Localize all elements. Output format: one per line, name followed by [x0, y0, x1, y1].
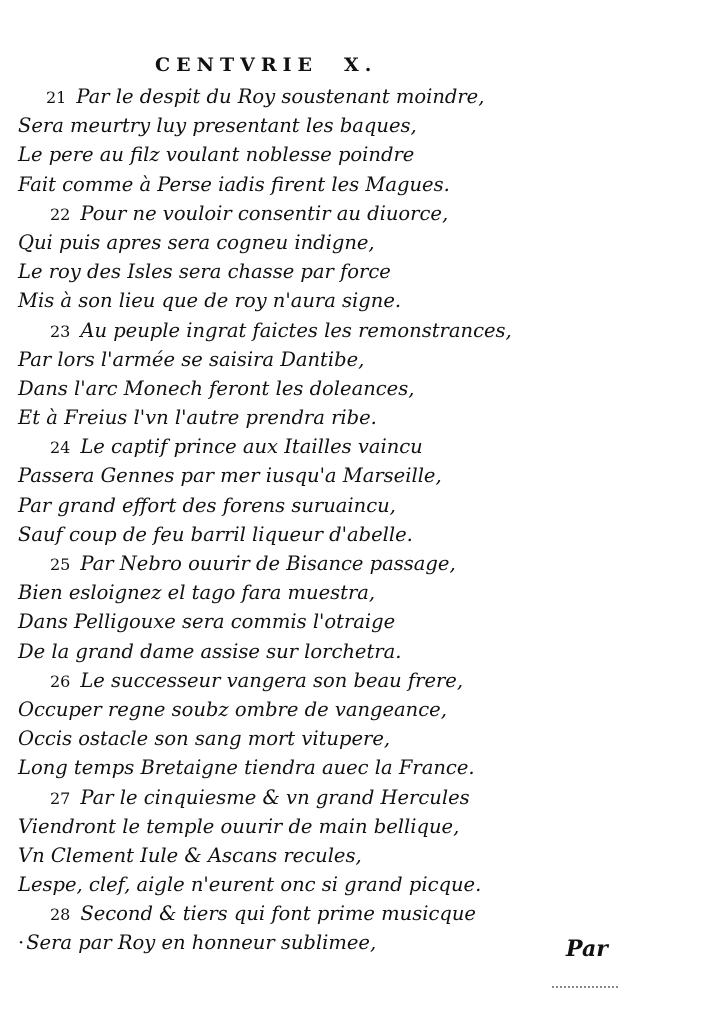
- verse-text: Le successeur vangera son beau frere,: [80, 668, 464, 692]
- quatrain-number: 24: [50, 438, 71, 458]
- quatrain-number: 26: [50, 671, 71, 691]
- quatrain-number: 27: [50, 788, 71, 808]
- verse-line: Et à Freius l'vn l'autre prendra ribe.: [18, 406, 377, 430]
- verse-line: Sauf coup de feu barril liqueur d'abelle.: [18, 522, 413, 546]
- verse-line: [18, 199, 698, 228]
- verse-line: Long temps Bretaigne tiendra auec la France.: [18, 756, 475, 780]
- verse-text: Pour ne vouloir consentir au diuorce,: [80, 201, 449, 225]
- verse-line: [18, 783, 698, 812]
- verse-line: Le pere au filz voulant noblesse poindre: [18, 143, 415, 167]
- quatrain-number: 21: [46, 88, 67, 107]
- verse-line: Par lors l'armée se saisira Dantibe,: [18, 347, 365, 371]
- quatrain-number: 25: [50, 555, 71, 574]
- running-header: [155, 54, 435, 82]
- verse-text: Second & tiers qui font prime musicque: [80, 902, 476, 926]
- quatrains: [18, 82, 698, 958]
- quatrain-number: 23: [50, 321, 71, 341]
- quatrain-number: 22: [50, 204, 71, 224]
- header-title: CENTVRIE: [155, 54, 319, 76]
- verse-line: [18, 549, 698, 578]
- verse-line: Le roy des Isles sera chasse par force: [18, 260, 391, 284]
- catchword: Par: [566, 936, 608, 962]
- verse-line: Dans Pelligouxe sera commis l'otraige: [18, 610, 396, 634]
- verse-text: Sera par Roy en honneur sublimee,: [26, 931, 377, 955]
- verse-line: Occuper regne soubz ombre de vangeance,: [18, 697, 447, 721]
- verse-line: Occis ostacle son sang mort vitupere,: [18, 727, 391, 751]
- verse-line: Mis à son lieu que de roy n'aura signe.: [18, 289, 402, 313]
- verse-text: Par le cinquiesme & vn grand Hercules: [80, 785, 470, 809]
- verse-text: Par le despit du Roy soustenant moindre,: [76, 85, 485, 108]
- verse-text: Par Nebro ouurir de Bisance passage,: [80, 552, 456, 575]
- quatrain-number: 28: [50, 905, 71, 925]
- verse-line: [18, 82, 698, 111]
- verse-line: [18, 666, 698, 695]
- verse-text: Au peuple ingrat faictes les remonstrances,: [80, 318, 512, 342]
- verse-line: [18, 432, 698, 461]
- verse-line: Sera meurtry luy presentant les baques,: [18, 114, 417, 138]
- verse-line: [18, 899, 698, 928]
- verse-line: Passera Gennes par mer iusqu'a Marseille,: [18, 464, 442, 488]
- verse-line: De la grand dame assise sur lorchetra.: [18, 639, 402, 663]
- verse-text: Le captif prince aux Itailles vaincu: [80, 435, 423, 459]
- verse-line: Qui puis apres sera cogneu indigne,: [18, 230, 375, 254]
- verse-line: Viendront le temple ouurir de main bellique,: [18, 814, 460, 838]
- verse-line: [18, 316, 698, 345]
- page-signature-mark: [552, 986, 618, 988]
- verse-line: Fait comme à Perse iadis firent les Magues.: [18, 172, 450, 196]
- verse-line: Dans l'arc Monech feront les doleances,: [18, 376, 415, 400]
- verse-line: Lespe, clef, aigle n'eurent onc si grand picque.: [18, 873, 482, 897]
- header-number: X.: [344, 54, 378, 76]
- verse-line: Par grand effort des forens suruaincu,: [18, 493, 396, 517]
- margin-mark: ·: [18, 931, 25, 955]
- verse-line: Bien esloignez el tago fara muestra,: [18, 581, 376, 605]
- verse-line: Vn Clement Iule & Ascans recules,: [18, 843, 362, 867]
